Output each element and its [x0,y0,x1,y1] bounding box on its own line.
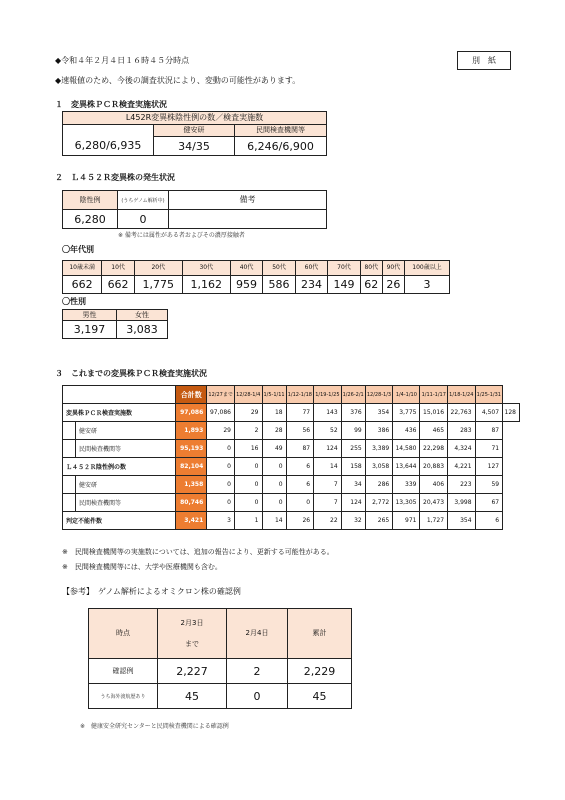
row-value: 22 [314,512,342,530]
row-indent [63,494,76,512]
age-value: 1,162 [182,276,230,294]
row-value: 0 [207,476,235,494]
col-feb3: 2月3日 [180,618,204,627]
row-value: 49 [262,440,286,458]
row-value: 87 [475,422,503,440]
negative-value: 6,280 [63,210,118,229]
row-value: 0 [262,494,286,512]
age-label: 10歳未満 [63,261,102,276]
row-value: 3,775 [393,404,420,422]
row-label: 民間検査機関等 [76,440,176,458]
row-label: 健安研 [76,422,176,440]
row-value: 97,086 [207,404,235,422]
row-value: 52 [314,422,342,440]
age-label: 80代 [360,261,382,276]
row-value: 2 [234,422,262,440]
row-value: 22,763 [448,404,476,422]
row-value: 14 [314,458,342,476]
row-total: 80,746 [176,494,207,512]
reference-title: 【参考】 ゲノム解析によるオミクロン株の確認例 [62,587,241,596]
l452r-occurrence-table [62,190,327,229]
column-period-header: 1/4-1/10 [393,386,420,404]
row-value: 286 [365,476,393,494]
col-kenanken: 健安研 [154,125,235,137]
travel-feb4: 0 [227,684,288,709]
row-value: 2,772 [365,494,393,512]
row-value: 376 [341,404,365,422]
row-indent [63,440,76,458]
row-value: 143 [314,404,342,422]
age-value: 959 [230,276,262,294]
col-feb3-sub: まで [185,639,199,648]
row-value: 3,058 [365,458,393,476]
age-label: 90代 [382,261,404,276]
pcr-total-value: 6,280/6,935 [63,137,154,156]
row-value: 255 [341,440,365,458]
row-value: 0 [207,458,235,476]
pcr-minkan-value: 6,246/6,900 [235,137,327,156]
column-period-header: 1/19-1/25 [314,386,342,404]
row-value: 6 [475,512,503,530]
section2-title: ２ Ｌ４５２Ｒ変異株の発生状況 [55,173,175,182]
row-total: 82,104 [176,458,207,476]
col-feb4: 2月4日 [227,609,288,659]
row-value: 3,389 [365,440,393,458]
age-value: 1,775 [134,276,182,294]
row-value: 0 [207,440,235,458]
row-value: 15,016 [420,404,448,422]
row-total: 3,421 [176,512,207,530]
row-value: 7 [314,494,342,512]
male-value: 3,197 [63,321,117,339]
row-value: 124 [314,440,342,458]
report-timestamp: ◆令和４年２月４日１６時４５分時点 [55,56,190,65]
section3-title: ３ これまでの変異株ＰＣＲ検査実施状況 [55,369,207,378]
age-value: 234 [295,276,327,294]
male-label: 男性 [63,310,117,321]
column-total-header: 合計数 [176,386,207,404]
row-travel-label: うち海外渡航歴あり [89,684,158,709]
row-label: 健安研 [76,476,176,494]
row-indent [63,422,76,440]
row-value: 406 [420,476,448,494]
row-label: 変異株ＰＣＲ検査実施数 [63,404,176,422]
row-value: 77 [286,404,314,422]
travel-total: 45 [288,684,352,709]
age-label: 70代 [328,261,360,276]
row-value: 971 [393,512,420,530]
row-value: 13,644 [393,458,420,476]
age-title: 〇年代別 [62,245,94,254]
col-minkan: 民間検査機関等 [235,125,327,137]
column-period-header: 12/28-1/3 [365,386,393,404]
row-label: 判定不能件数 [63,512,176,530]
row-value: 14,580 [393,440,420,458]
row-total: 97,086 [176,404,207,422]
row-value: 0 [262,458,286,476]
row-confirmed-label: 確認例 [89,659,158,684]
column-period-header: 12/28-1/4 [234,386,262,404]
row-value: 13,305 [393,494,420,512]
row-total: 1,893 [176,422,207,440]
row-value: 128 [503,404,520,422]
column-period-header: 1/18-1/24 [448,386,476,404]
row-value: 18 [262,404,286,422]
row-value: 14 [262,512,286,530]
age-value: 586 [263,276,295,294]
row-value: 22,298 [420,440,448,458]
omicron-table [88,608,352,709]
row-value: 71 [475,440,503,458]
row-value: 0 [207,494,235,512]
section3-note-2: ※ 民間検査機関等には、大学や医療機関も含む。 [62,563,222,571]
age-value: 3 [405,276,450,294]
row-value: 3 [207,512,235,530]
row-value: 3,998 [448,494,476,512]
pcr-status-table [62,111,327,156]
col-time: 時点 [89,609,158,659]
pcr-history-table [62,385,520,530]
row-value: 29 [207,422,235,440]
row-total: 95,193 [176,440,207,458]
row-label: Ｌ４５２Ｒ陰性例の数 [63,458,176,476]
column-period-header: 1/11-1/17 [420,386,448,404]
age-value: 26 [382,276,404,294]
age-value: 662 [102,276,134,294]
row-value: 436 [393,422,420,440]
row-value: 339 [393,476,420,494]
age-label: 50代 [263,261,295,276]
column-period-header: 1/12-1/18 [286,386,314,404]
row-value: 354 [365,404,393,422]
row-value: 1,727 [420,512,448,530]
row-value: 4,507 [475,404,503,422]
confirmed-feb4: 2 [227,659,288,684]
row-value: 87 [286,440,314,458]
row-value: 28 [262,422,286,440]
age-label: 100歳以上 [405,261,450,276]
age-value: 662 [63,276,102,294]
row-value: 20,473 [420,494,448,512]
age-label: 30代 [182,261,230,276]
female-value: 3,083 [117,321,168,339]
pcr-table-title: L452R変異株陰性例の数／検査実施数 [63,112,327,125]
age-label: 60代 [295,261,327,276]
row-value: 7 [314,476,342,494]
column-period-header: 1/26-2/1 [341,386,365,404]
row-value: 34 [341,476,365,494]
row-value: 124 [341,494,365,512]
row-value: 59 [475,476,503,494]
row-value: 1 [234,512,262,530]
header-blank [63,386,176,404]
row-value: 386 [365,422,393,440]
row-value: 67 [475,494,503,512]
genome-sub-label: (うちゲノム解析中) [118,191,169,210]
travel-feb3: 45 [158,684,227,709]
female-label: 女性 [117,310,168,321]
pcr-kenanken-value: 34/35 [154,137,235,156]
reference-footnote: ※ 健康安全研究センターと民間検査機関による確認例 [80,723,229,730]
row-value: 4,324 [448,440,476,458]
row-value: 99 [341,422,365,440]
sex-title: 〇性別 [62,297,86,306]
row-value: 20,883 [420,458,448,476]
age-value: 62 [360,276,382,294]
remarks-label: 備考 [169,191,327,210]
age-label: 40代 [230,261,262,276]
confirmed-feb3: 2,227 [158,659,227,684]
row-value: 0 [234,458,262,476]
row-value: 4,221 [448,458,476,476]
row-value: 0 [286,494,314,512]
genome-sub-value: 0 [118,210,169,229]
row-value: 29 [234,404,262,422]
row-value: 26 [286,512,314,530]
row-total: 1,358 [176,476,207,494]
age-value: 149 [328,276,360,294]
col-total: 累計 [288,609,352,659]
row-value: 56 [286,422,314,440]
confirmed-total: 2,229 [288,659,352,684]
column-period-header: 1/25-1/31 [475,386,503,404]
section2-footnote: ※ 備考には属性がある者およびその濃厚接触者 [118,232,245,239]
row-indent [63,476,76,494]
column-period-header: 12/27まで [207,386,235,404]
row-value: 32 [341,512,365,530]
row-value: 0 [262,476,286,494]
row-value: 223 [448,476,476,494]
age-label: 10代 [102,261,134,276]
row-value: 158 [341,458,365,476]
section1-title: １ 変異株ＰＣＲ検査実施状況 [55,100,167,109]
row-value: 0 [234,476,262,494]
row-value: 0 [234,494,262,512]
row-value: 354 [448,512,476,530]
disclaimer-note: ◆速報値のため、今後の調査状況により、変動の可能性があります。 [55,76,301,85]
age-label: 20代 [134,261,182,276]
row-value: 6 [286,476,314,494]
attachment-badge: 別 紙 [457,51,511,70]
row-value: 16 [234,440,262,458]
row-value: 6 [286,458,314,476]
sex-table [62,309,168,339]
row-label: 民間検査機関等 [76,494,176,512]
age-table [62,260,450,294]
section3-note-1: ※ 民間検査機関等の実施数については、追加の報告により、更新する可能性がある。 [62,548,334,556]
row-value: 127 [475,458,503,476]
row-value: 283 [448,422,476,440]
column-period-header: 1/5-1/11 [262,386,286,404]
row-value: 465 [420,422,448,440]
row-value: 265 [365,512,393,530]
negative-label: 陰性例 [63,191,118,210]
